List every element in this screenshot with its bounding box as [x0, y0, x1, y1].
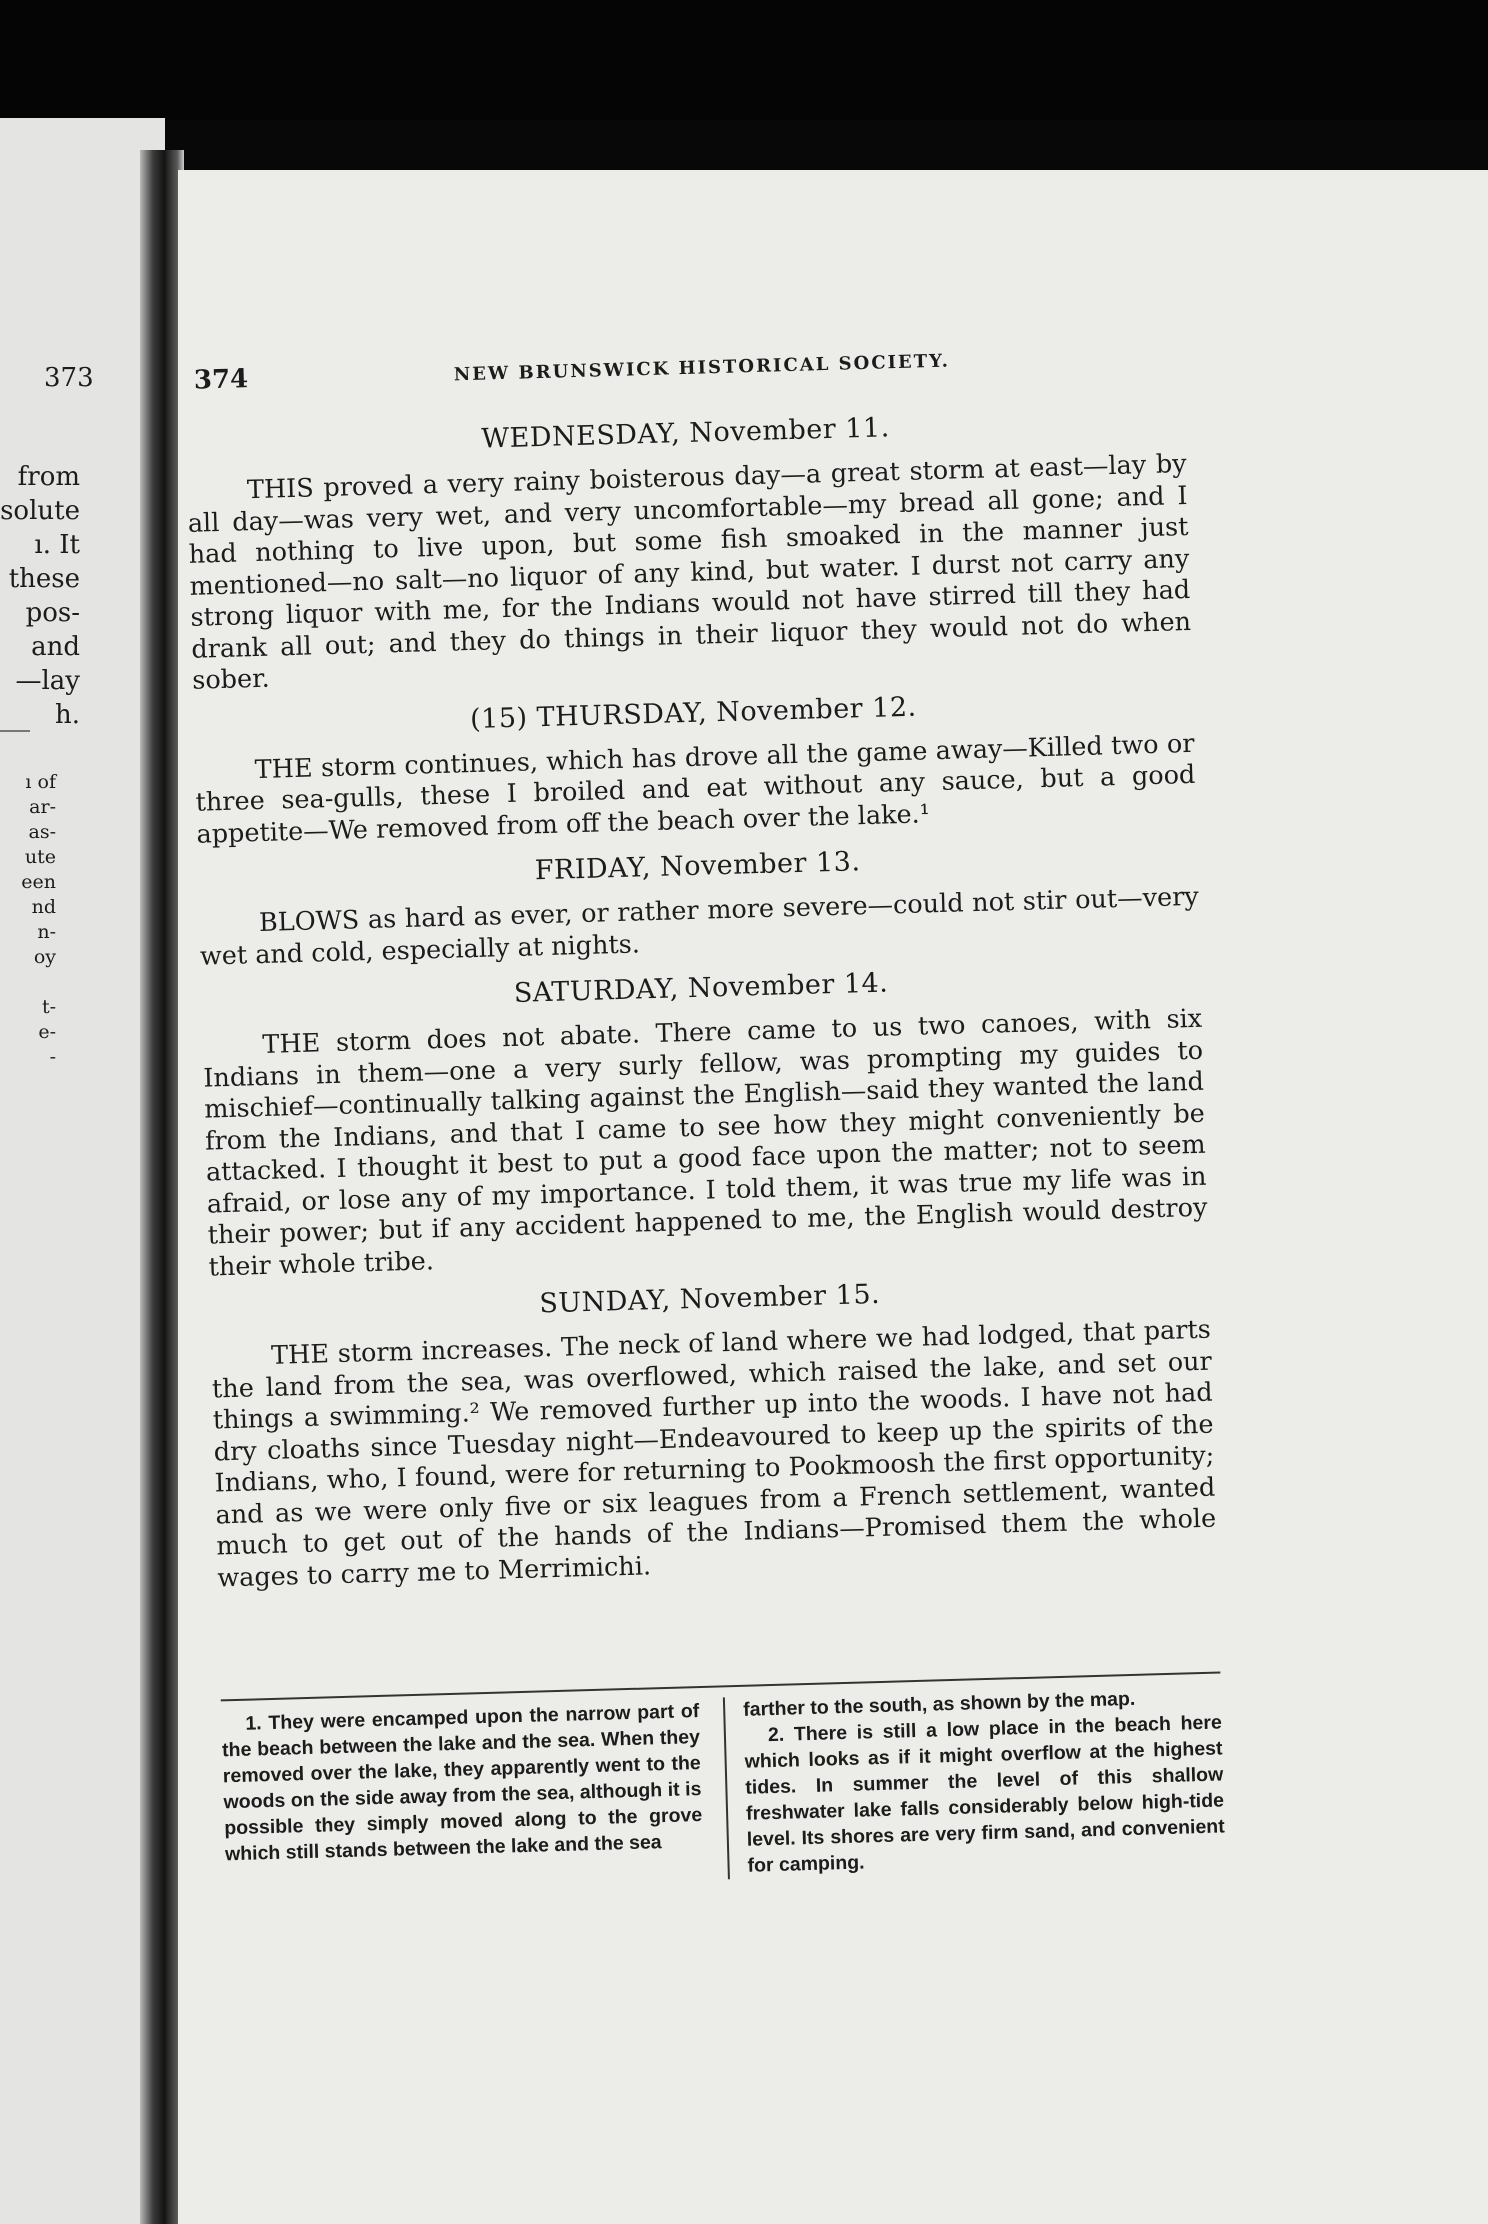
footnote-column-left: [221, 1698, 704, 1893]
entry-heading: FRIDAY, November 13.: [534, 846, 861, 887]
left-page-footnote-fragment: ar-: [29, 796, 56, 818]
footnote-1: 1. They were encamped upon the narrow part of the beach between the lake and the sea. When they removed over the lake, they apparently went to the woods on the side away from the sea, although it is possible they simply moved along to the grove which still stands between the lake and the sea: [221, 1700, 703, 1866]
entry-text: THE storm increases. The neck of land where we had lodged, that parts the land from the sea, was overflowed, which raised the lake, and set our things a swimming.² We removed further up into the woods. I have not had dry cloaths since Tuesday night—Endeavoured to keep up the spirits of the Indians, who, I found, were for returning to Pookmoosh the first opportunity; and as we were only five or six leagues from a French settlement, wanted much to get out of the hands of the Indians—Promised them the whole wages to carry me to Merrimichi.: [211, 1314, 1217, 1593]
left-page-fragment: —lay: [15, 666, 80, 696]
left-page-footnote-fragment: as-: [28, 821, 56, 843]
left-page-footnote-fragment: oy: [33, 946, 56, 968]
left-page-fragment: h.: [54, 700, 80, 730]
entry-heading: WEDNESDAY, November 11.: [480, 412, 891, 455]
entry-text: THIS proved a very rainy boisterous day—a great storm at east—lay by all day—was very wet, and very uncomfortable—my bread all gone; and I had nothing to live upon, but some fish smoaked in the manner just mentioned—no salt—no liquor of any kind, but water. I durst not carry any strong liquor with me, for the Indians would not have stirred till they had drank all out; and they do things in their liquor they would not do when sober.: [187, 448, 1192, 696]
journal-entry: [209, 1270, 1217, 1595]
left-page-fragment: pos-: [25, 598, 80, 628]
entry-heading: SUNDAY, November 15.: [538, 1278, 881, 1320]
entry-text: BLOWS as hard as ever, or rather more severe—could not stir out—very wet and cold, especially at nights.: [199, 881, 1200, 972]
left-page-footnote-fragment: n-: [37, 921, 56, 943]
entry-heading: (15) THURSDAY, November 12.: [469, 691, 917, 735]
journal-body: [185, 390, 1217, 1594]
footnote-column-right: [723, 1683, 1226, 1879]
entry-text: THE storm continues, which has drove all the game away—Killed two or three sea-gulls, these I broiled and eat without any sauce, but a good appetite—We removed from off the beach over the lake.¹: [195, 728, 1196, 850]
left-page-footnote-fragment: -: [49, 1046, 56, 1068]
running-header: NEW BRUNSWICK HISTORICAL SOCIETY.: [453, 350, 951, 386]
left-page-fragment: these: [8, 564, 80, 594]
left-page-fragment: and: [31, 632, 80, 662]
page-number: 374: [193, 364, 249, 396]
left-page-footnote-rule: [0, 730, 30, 732]
journal-entry: [201, 959, 1209, 1284]
left-page-footnote-fragment: t-: [41, 996, 56, 1018]
left-page-footnote-fragment: e-: [38, 1021, 56, 1043]
left-page-fragment: ı. It: [34, 530, 80, 560]
footnote-2: 2. There is still a low place in the beach here which looks as if it might overflow at the highest tides. In summer the level of this shallow freshwater lake falls considerably below high-tide level. Its shores are very firm sand, and convenient for camping.: [744, 1711, 1225, 1877]
left-page-footnote-fragment: een: [21, 871, 56, 893]
left-page-footnote-fragment: ute: [24, 846, 56, 868]
right-page: [178, 170, 1488, 2224]
footnotes: [221, 1683, 1226, 1893]
footnote-1-continued: farther to the south, as shown by the map.: [742, 1687, 1136, 1721]
page-content: [178, 133, 1488, 2223]
entry-heading: SATURDAY, November 14.: [513, 967, 889, 1009]
journal-entry: [193, 683, 1197, 850]
left-page-footnote-fragment: ı of: [25, 771, 56, 793]
left-page-fragment: solute: [0, 496, 80, 526]
left-page-footnote-fragment: nd: [31, 896, 56, 918]
journal-entry: [185, 404, 1192, 697]
left-page-fragment: from: [17, 462, 80, 492]
entry-text: THE storm does not abate. There came to us two canoes, with six Indians in them—one a very surly fellow, was prompting my guides to mischief—continually talking against the English—said they wanted the land from the Indians, and that I came to see how they might conveniently be attacked. I thought it best to put a good face upon the matter; not to seem afraid, or lose any of my importance. I told them, it was true my life was in their power; but if any accident happened to me, the English would destroy their whole tribe.: [202, 1003, 1208, 1283]
journal-entry: [197, 837, 1200, 973]
left-page-number: 373: [44, 363, 94, 393]
scan-background-top: [0, 0, 1488, 120]
